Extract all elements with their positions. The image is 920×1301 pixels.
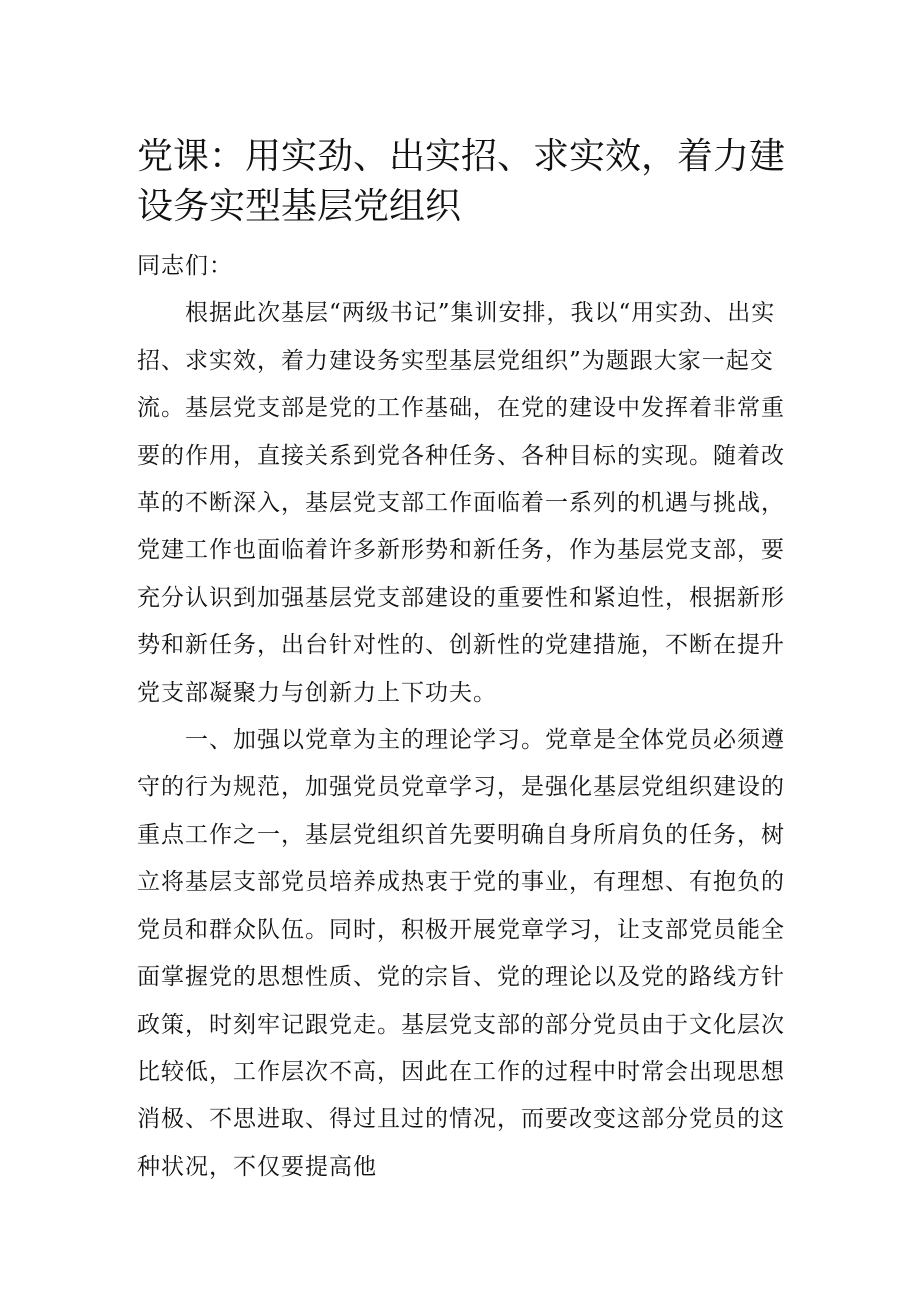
paragraph-intro: 根据此次基层“两级书记”集训安排，我以“用实劲、出实招、求实效，着力建设务实型基层党组织”为题跟大家一起交流。基层党支部是党的工作基础，在党的建设中发挥着非常重要的作用，直接关系到党各种任务、各种目标的实现。随着改革的不断深入，基层党支部工作面临着一系列的机遇与挑战，党建工作也面临着许多新形势和新任务，作为基层党支部，要充分认识到加强基层党支部建设的重要性和紧迫性，根据新形势和新任务，出台针对性的、创新性的党建措施，不断在提升党支部凝聚力与创新力上下功夫。 [137, 300, 785, 706]
document-body [137, 243, 787, 1191]
paragraph-section-one: 一、加强以党章为主的理论学习。党章是全体党员必须遵守的行为规范，加强党员党章学习，是强化基层党组织建设的重点工作之一，基层党组织首先要明确自身所肩负的任务，树立将基层支部党员培养成热衷于党的事业，有理想、有抱负的党员和群众队伍。同时，积极开展党章学习，让支部党员能全面掌握党的思想性质、党的宗旨、党的理论以及党的路线方针政策，时刻牢记跟党走。基层党支部的部分党员由于文化层次比较低，工作层次不高，因此在工作的过程中时常会出现思想消极、不思进取、得过且过的情况，而要改变这部分党员的这种状况，不仅要提高他 [137, 727, 785, 1180]
document-title: 党课：用实劲、出实招、求实效，着力建设务实型基层党组织 [137, 136, 786, 227]
greeting: 同志们： [137, 253, 233, 279]
